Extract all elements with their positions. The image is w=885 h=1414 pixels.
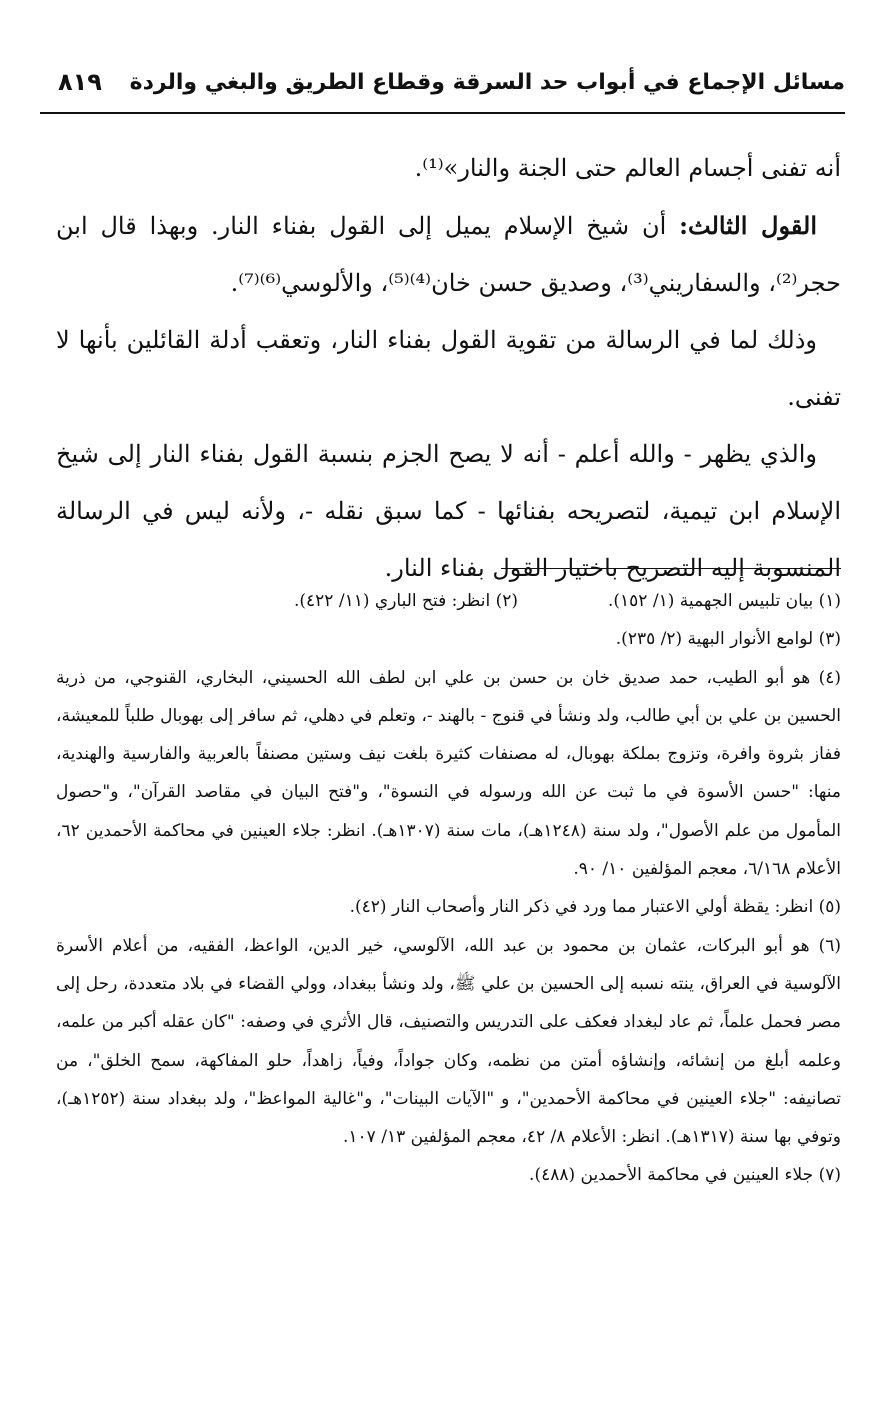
footnote-6: (٦) هو أبو البركات، عثمان بن محمود بن عبد الله، الآلوسي، خير الدين، الواعظ، الفقيه، من أعلام الأسرة الآلوسية في العراق، ينته نسبه إلى الحسين بن علي ﷺ، ولد ونشأ ببغداد، وولي القضاء في بلاد متعددة، رحل إلى مصر فحمل علماً، ثم عاد لبغداد فعكف على التدريس والتصنيف، قال الأثري في وصفه: "كان عقله أكبر من علمه، وعلمه أبلغ من إنشائه، وإنشاؤه أمتن من نظمه، وكان جواداً، وفياً، زاهداً، حلو المفاكهة، سمح الخلق"، من تصانيفه: "جلاء العينين في محاكمة الأحمدين"، و "الآيات البينات"، و"غالية المواعظ"، ولد ببغداد سنة (١٢٥٢هـ)، وتوفي بها سنة (١٣١٧هـ). انظر: الأعلام ٨/ ٤٢، معجم المؤلفين ١٣/ ١٠٧.	[56, 935, 841, 1148]
paragraph-4: والذي يظهر - والله أعلم - أنه لا يصح الجزم بنسبة القول بفناء النار إلى شيخ الإسلام ابن تيمية، لتصريحه بفنائها - كما سبق نقله -، ولأنه ليس في الرسالة المنسوبة إليه التصريح باختيار القول بفناء النار.	[56, 440, 841, 582]
running-title: مسائل الإجماع في أبواب حد السرقة وقطاع الطريق والبغي والردة	[129, 70, 845, 95]
third-opinion-heading: القول الثالث:	[679, 211, 818, 240]
footnote-7: (٧) جلاء العينين في محاكمة الأحمدين (٤٨٨).	[529, 1165, 841, 1186]
footnote-1: (١) بيان تلبيس الجهمية (١/ ١٥٢).	[608, 591, 841, 611]
paragraph-1: أنه تفنى أجسام العالم حتى الجنة والنار»⁽¹⁾.	[414, 154, 841, 182]
main-text	[56, 140, 841, 597]
footnote-5: (٥) انظر: يقظة أولي الاعتبار مما ورد في ذكر النار وأصحاب النار (٤٢).	[349, 897, 841, 918]
footnote-row-1-2	[56, 582, 841, 620]
footnotes	[56, 582, 841, 1195]
paragraph-3: وذلك لما في الرسالة من تقوية القول بفناء النار، وتعقب أدلة القائلين بأنها لا تفنى.	[56, 326, 841, 411]
header-rule	[40, 112, 845, 114]
footnote-3: (٣) لوامع الأنوار البهية (٢/ ٢٣٥).	[615, 629, 841, 650]
footnote-4: (٤) هو أبو الطيب، حمد صديق خان بن حسن بن علي ابن لطف الله الحسيني، البخاري، القنوجي، من ذرية الحسين بن علي بن أبي طالب، ولد ونشأ في قنوج - بالهند -، وتعلم في دهلي، ثم سافر إلى بهوبال طلباً للمعيشة، ففاز بثروة وافرة، وتزوج بملكة بهوبال، له مصنفات كثيرة بلغت نيف وستين مصنفاً بالعربية والفارسية والهندية، منها: "حسن الأسوة في ما ثبت عن الله ورسوله في النسوة"، و"فتح البيان في مقاصد القرآن"، و"حصول المأمول من علم الأصول"، ولد سنة (١٢٤٨هـ)، مات سنة (١٣٠٧هـ). انظر: جلاء العينين في محاكمة الأحمدين ٦٢، الأعلام ٦/١٦٨، معجم المؤلفين ١٠/ ٩٠.	[56, 667, 842, 880]
page-number: ٨١٩	[58, 68, 102, 96]
footnote-separator	[501, 568, 841, 569]
paragraph-2-text: أن شيخ الإسلام يميل إلى القول بفناء النار. وبهذا قال ابن حجر⁽²⁾، والسفاريني⁽³⁾، وصديق حسن خان⁽⁴⁾⁽⁵⁾، والألوسي⁽⁶⁾⁽⁷⁾.	[56, 212, 841, 297]
footnote-2: (٢) انظر: فتح الباري (١١/ ٤٢٢).	[294, 591, 518, 611]
paragraph-2	[56, 197, 841, 312]
page-header	[40, 62, 845, 110]
